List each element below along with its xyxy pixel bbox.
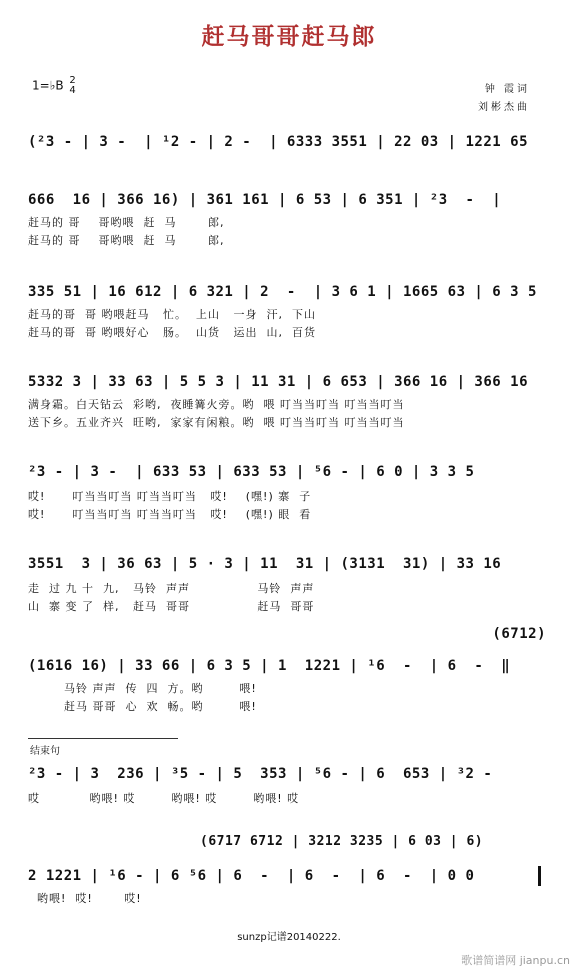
score-line-4-lyrics-1: 满身霜。白天钻云 彩哟, 夜睡篝火旁。哟 喂 叮当当叮当 叮当当叮当 — [28, 398, 405, 411]
score-line-7-notes: (1616 16) | 33 66 | 6 3 5 | 1 1221 | ¹6 - | 6 - ‖ — [28, 658, 511, 674]
site-watermark: 歌谱简谱网 jianpu.cn — [461, 954, 570, 967]
composer-credit: 刘彬杰曲 — [478, 102, 530, 113]
score-line-3-lyrics-2: 赶马的哥 哥 哟喂好心 肠。 山货 运出 山, 百货 — [28, 326, 316, 339]
score-line-7-lyrics-1: 马铃 声声 传 四 方。哟 喂! — [28, 682, 257, 695]
key-signature — [32, 76, 76, 96]
time-signature — [69, 76, 75, 96]
score-line-2-lyrics-2: 赶马的 哥 哥哟喂 赶 马 郎, — [28, 234, 225, 247]
score-line-2-lyrics-1: 赶马的 哥 哥哟喂 赶 马 郎, — [28, 216, 225, 229]
time-sig-top: 2 — [69, 75, 76, 86]
score-line-1-notes: (²3 - | 3 - | ¹2 - | 2 - | 6333 3551 | 22 03 | 1221 65 — [28, 134, 529, 150]
transcriber-note: sunzp记谱20140222. — [237, 932, 341, 943]
score-line-7-above: (6712) — [492, 626, 546, 642]
score-line-2-notes: 666 16 | 366 16) | 361 161 | 6 53 | 6 351 | ²3 - | — [28, 192, 502, 208]
score-line-5-notes: ²3 - | 3 - | 633 53 | 633 53 | ⁵6 - | 6 0 | 3 3 5 — [28, 464, 475, 480]
lyricist-credit: 钟 霞词 — [484, 84, 530, 95]
score-line-5-lyrics-2: 哎! 叮当当叮当 叮当当叮当 哎! (嘿!) 眼 看 — [28, 508, 312, 521]
score-line-4-notes: 5332 3 | 33 63 | 5 5 3 | 11 31 | 6 653 | 366 16 | 366 16 — [28, 374, 529, 390]
score-line-6-lyrics-2: 山 寨 变 了 样, 赶马 哥哥 赶马 哥哥 — [28, 600, 315, 613]
score-line-3-notes: 335 51 | 16 612 | 6 321 | 2 - | 3 6 1 | 1665 63 | 6 3 5 — [28, 284, 537, 300]
score-line-6-notes: 3551 3 | 36 63 | 5 · 3 | 11 31 | (3131 31) | 33 16 — [28, 556, 502, 572]
score-line-5-lyrics-1: 哎! 叮当当叮当 叮当当叮当 哎! (嘿!) 寨 子 — [28, 490, 312, 503]
score-line-9-lyrics-1: 哟喂! 哎! 哎! — [28, 892, 142, 905]
score-line-8-lyrics-1: 哎 哟喂! 哎 哟喂! 哎 哟喂! 哎 — [28, 792, 300, 805]
score-line-9-above: (6717 6712 | 3212 3235 | 6 03 | 6) — [200, 834, 484, 849]
score-line-8-notes: ²3 - | 3 236 | ³5 - | 5 353 | ⁵6 - | 6 653 | ³2 - — [28, 766, 493, 782]
key-label: 1=♭B — [32, 78, 64, 93]
final-barline — [538, 866, 541, 886]
ending-bracket-line — [28, 738, 178, 739]
score-line-7-lyrics-2: 赶马 哥哥 心 欢 畅。哟 喂! — [28, 700, 257, 713]
score-line-3-lyrics-1: 赶马的哥 哥 哟喂赶马 忙。 上山 一身 汗, 下山 — [28, 308, 316, 321]
time-sig-bottom: 4 — [69, 85, 76, 96]
song-title: 赶马哥哥赶马郎 — [201, 23, 377, 50]
ending-label: 结束句 — [30, 746, 60, 757]
score-line-9-notes: 2 1221 | ¹6 - | 6 ⁵6 | 6 - | 6 - | 6 - | 0 0 — [28, 868, 475, 884]
score-line-4-lyrics-2: 送下乡。五业齐兴 旺哟, 家家有闲粮。哟 喂 叮当当叮当 叮当当叮当 — [28, 416, 405, 429]
score-line-6-lyrics-1: 走 过 九 十 九, 马铃 声声 马铃 声声 — [28, 582, 315, 595]
